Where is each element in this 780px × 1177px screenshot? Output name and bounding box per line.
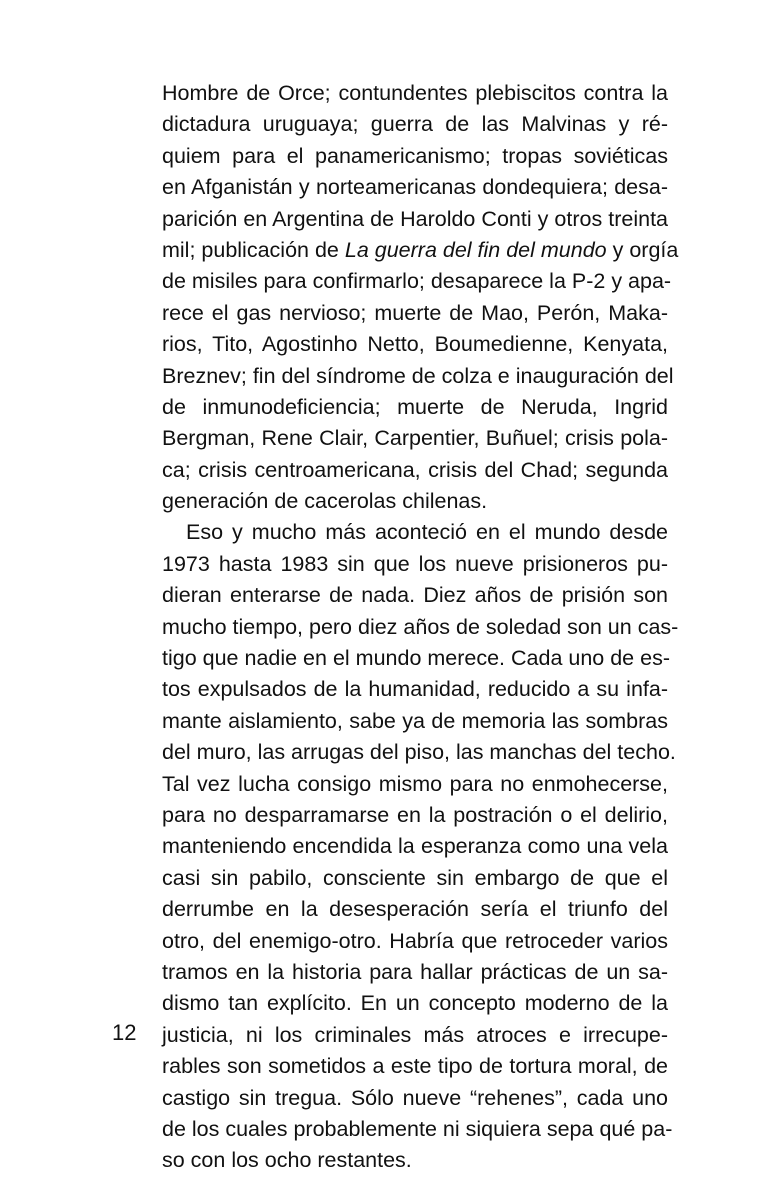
book-title: La guerra del fin del mundo bbox=[344, 237, 607, 262]
text-line: en Afganistán y norteamericanas dondequiera; desa- bbox=[162, 175, 668, 200]
text-line: tigo que nadie en el mundo merece. Cada uno de es- bbox=[162, 646, 670, 671]
body-text bbox=[162, 78, 679, 1177]
text-line: dieran enterarse de nada. Diez años de prisión son bbox=[162, 583, 668, 608]
paragraph-1 bbox=[162, 78, 679, 517]
text-line: justicia, ni los criminales más atroces e irrecupe- bbox=[162, 1022, 668, 1047]
text-line: de los cuales probablemente ni siquiera sepa qué pa- bbox=[162, 1116, 673, 1141]
text-line: so con los ocho restantes. bbox=[162, 1148, 412, 1173]
text-line: Eso y mucho más aconteció en el mundo desde bbox=[186, 520, 668, 545]
text-line: dictadura uruguaya; guerra de las Malvinas y ré- bbox=[162, 112, 668, 137]
text-line: 1973 hasta 1983 sin que los nueve prisioneros pu- bbox=[162, 551, 668, 576]
text-line: otro, del enemigo-otro. Habría que retroceder varios bbox=[162, 928, 668, 953]
text-line: para no desparramarse en la postración o el delirio, bbox=[162, 802, 668, 827]
text-line: casi sin pabilo, consciente sin embargo de que el bbox=[162, 865, 668, 890]
text-line: manteniendo encendida la esperanza como una vela bbox=[162, 834, 668, 859]
page-number: 12 bbox=[112, 1020, 137, 1045]
text-line: generación de cacerolas chilenas. bbox=[162, 489, 488, 514]
text-line: tos expulsados de la humanidad, reducido a su infa- bbox=[162, 677, 668, 702]
text-line: rece el gas nervioso; muerte de Mao, Perón, Maka- bbox=[162, 300, 668, 325]
paragraph-2 bbox=[162, 517, 679, 1176]
text-segment: y orgía bbox=[606, 237, 679, 262]
text-line: de misiles para confirmarlo; desaparece la P-2 y apa- bbox=[162, 269, 672, 294]
text-line: rios, Tito, Agostinho Netto, Boumedienne, Kenyata, bbox=[162, 332, 668, 357]
text-line: Tal vez lucha consigo mismo para no enmohecerse, bbox=[162, 771, 668, 796]
text-segment: mil; publicación de bbox=[162, 237, 345, 262]
text-line: tramos en la historia para hallar prácticas de un sa- bbox=[162, 959, 668, 984]
text-line: del muro, las arrugas del piso, las manchas del techo. bbox=[162, 740, 676, 765]
text-line: quiem para el panamericanismo; tropas soviéticas bbox=[162, 143, 668, 168]
text-line: dismo tan explícito. En un concepto moderno de la bbox=[162, 991, 668, 1016]
text-line: ca; crisis centroamericana, crisis del Chad; segunda bbox=[162, 457, 668, 482]
text-line bbox=[162, 235, 679, 266]
text-line: parición en Argentina de Haroldo Conti y otros treinta bbox=[162, 206, 668, 231]
text-line: mucho tiempo, pero diez años de soledad son un cas- bbox=[162, 614, 679, 639]
text-line: Bergman, Rene Clair, Carpentier, Buñuel; crisis pola- bbox=[162, 426, 668, 451]
text-line: Breznev; fin del síndrome de colza e inauguración del bbox=[162, 363, 674, 388]
text-line: castigo sin tregua. Sólo nueve “rehenes”, cada uno bbox=[162, 1085, 668, 1110]
text-line: de inmunodeficiencia; muerte de Neruda, Ingrid bbox=[162, 394, 668, 419]
text-line: mante aislamiento, sabe ya de memoria las sombras bbox=[162, 708, 668, 733]
text-line: Hombre de Orce; contundentes plebiscitos contra la bbox=[162, 81, 668, 105]
text-line: rables son sometidos a este tipo de tortura moral, de bbox=[162, 1054, 668, 1079]
text-line: derrumbe en la desesperación sería el triunfo del bbox=[162, 897, 668, 922]
